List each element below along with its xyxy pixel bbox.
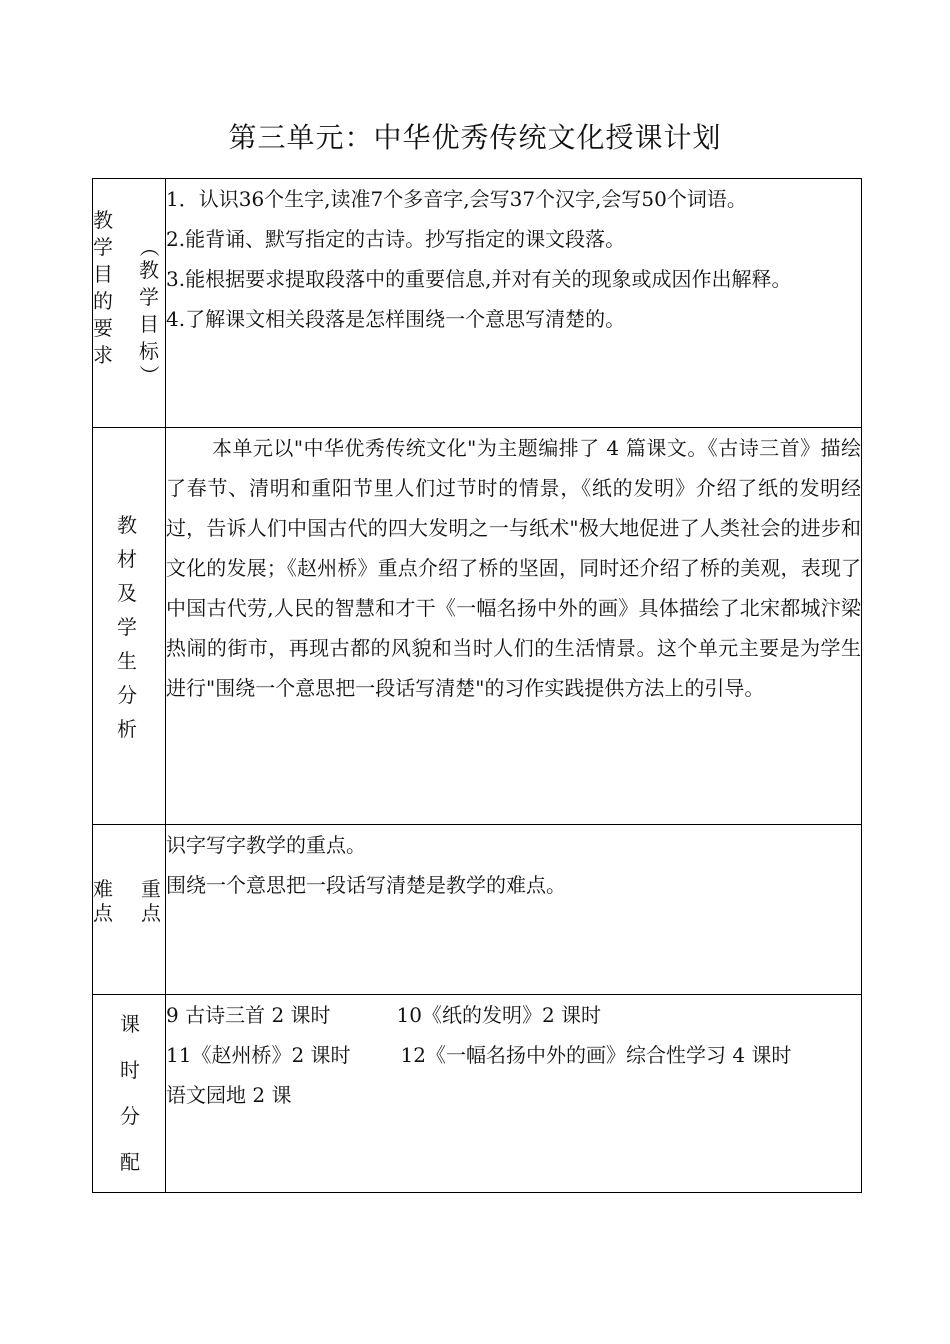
- objective-item: 1．认识36个生字,读准7个多音字,会写37个汉字,会写50个词语。: [166, 187, 747, 211]
- header-objectives-col2: （ 教 学 目 标 ）: [137, 237, 161, 385]
- page-title: 第三单元：中华优秀传统文化授课计划: [228, 121, 722, 154]
- schedule-line: 语文园地 2 课: [166, 1083, 292, 1107]
- key-points-content: [166, 825, 862, 995]
- key-point-item: 识字写字教学的重点。: [166, 833, 366, 857]
- table-row-objectives: [93, 179, 862, 428]
- header-objectives: [93, 179, 166, 428]
- table-row-analysis: [93, 428, 862, 825]
- header-analysis: 教 材 及 学 生 分 析: [93, 428, 166, 825]
- table-row-key-points: [93, 825, 862, 995]
- header-key-points: 难 点 重 点: [93, 825, 166, 995]
- lesson-plan-table: [92, 178, 862, 1193]
- objectives-content: [166, 179, 862, 428]
- objective-item: 2.能背诵、默写指定的古诗。抄写指定的课文段落。: [166, 227, 626, 251]
- analysis-content: [166, 428, 862, 825]
- analysis-paragraph: 本单元以"中华优秀传统文化"为主题编排了 4 篇课文。《古诗三首》描绘了春节、清明和重阳节里人们过节时的情景，《纸的发明》介绍了纸的发明经过，告诉人们中国古代的四大发明之一与纸术"极大地促进了人类社会的进步和文化的发展；《赵州桥》重点介绍了桥的坚固，同时还介绍了桥的美观，表现了中国古代劳,人民的智慧和才干《一幅名扬中外的画》具体描绘了北宋都城汴梁热闹的街市，再现古都的风貌和当时人们的生活情景。这个单元主要是为学生进行"围绕一个意思把一段话写清楚"的习作实践提供方法上的引导。: [166, 436, 861, 700]
- header-schedule: 课 时 分 配: [93, 995, 166, 1193]
- header-objectives-col1: 教 学 目 的 要 求: [93, 208, 113, 367]
- schedule-line: 9 古诗三首 2 课时 10《纸的发明》2 课时: [166, 1003, 602, 1027]
- objective-item: 3.能根据要求提取段落中的重要信息,并对有关的现象或成因作出解释。: [166, 267, 792, 291]
- schedule-line: 11《赵州桥》2 课时 12《一幅名扬中外的画》综合性学习 4 课时: [166, 1043, 792, 1067]
- key-point-item: 围绕一个意思把一段话写清楚是教学的难点。: [166, 873, 566, 897]
- table-row-schedule: [93, 995, 862, 1193]
- objective-item: 4.了解课文相关段落是怎样围绕一个意思写清楚的。: [166, 307, 626, 331]
- schedule-content: [166, 995, 862, 1193]
